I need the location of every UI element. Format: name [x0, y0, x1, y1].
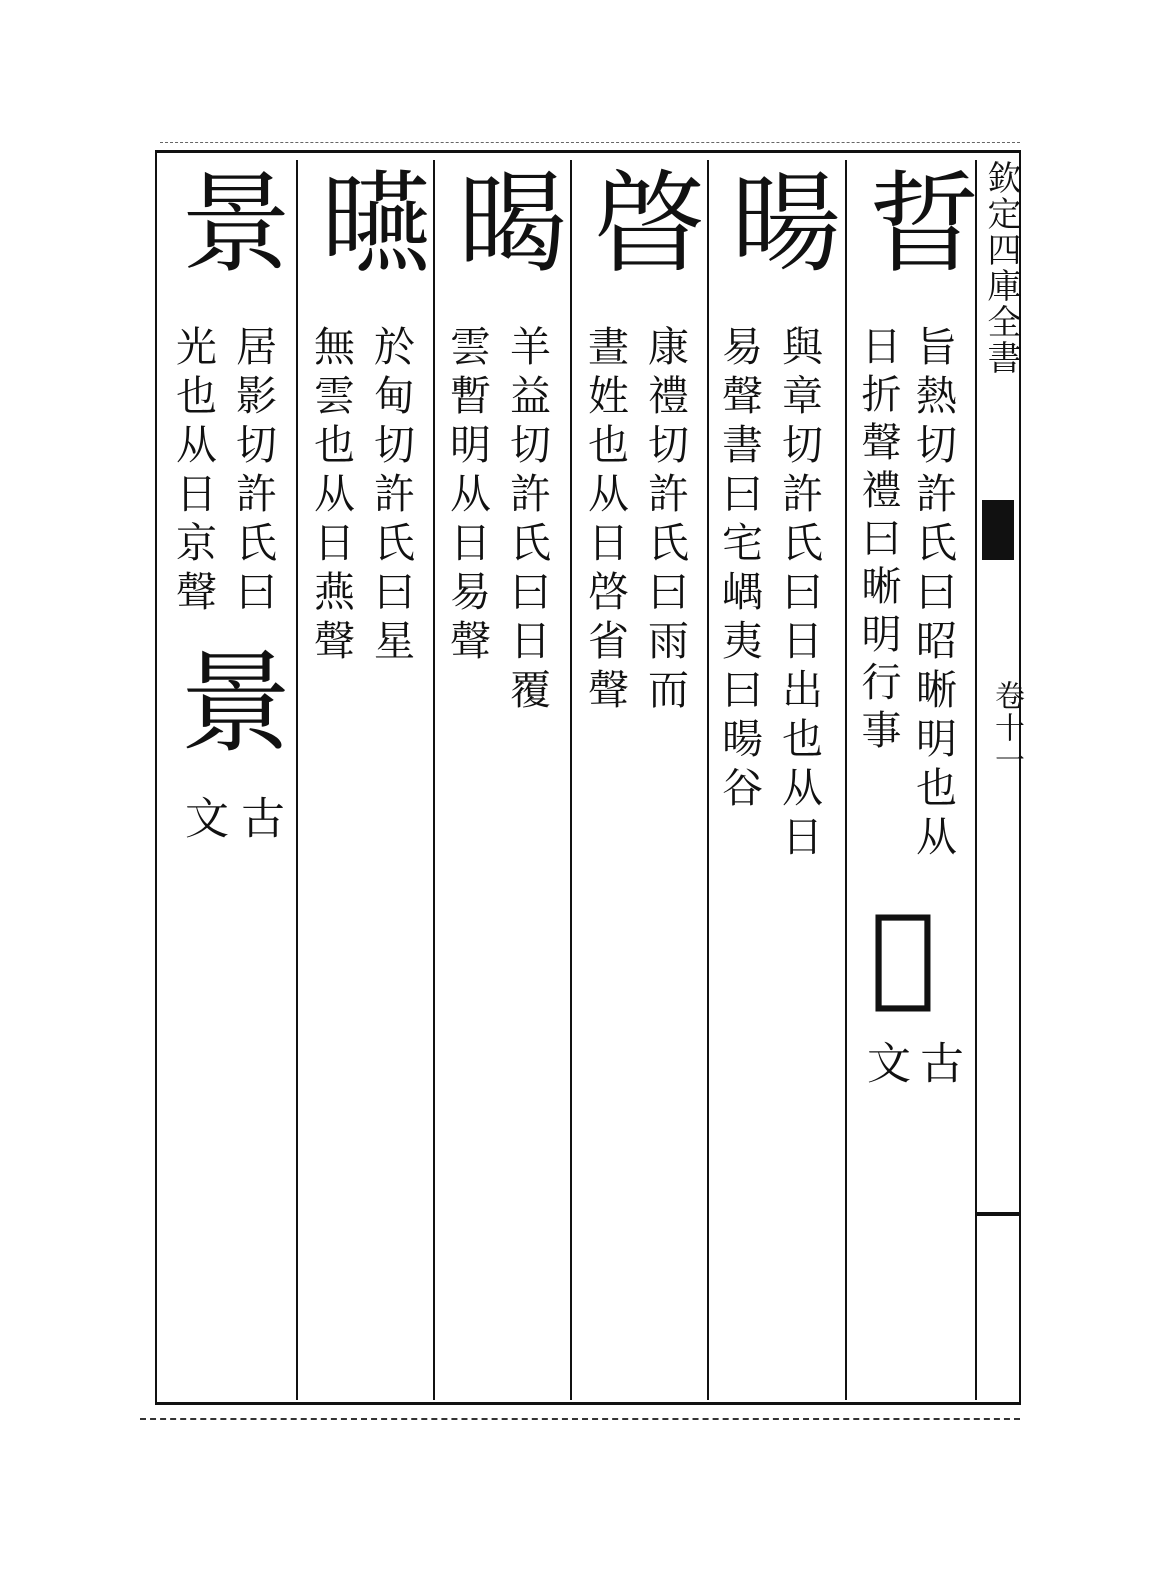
gloss-line: 晝姓也从日啓省聲	[581, 325, 629, 717]
variant-note: 古	[912, 1040, 963, 1084]
gloss-line: 與章切許氏曰日出也从日	[775, 325, 823, 864]
variant-seal-character: 㬌	[163, 645, 291, 755]
gloss-line: 於甸切許氏曰星	[367, 325, 415, 668]
gloss-line: 居影切許氏曰	[229, 325, 277, 619]
seal-character: 暍	[439, 165, 567, 275]
gloss-line: 日折聲禮曰晰明行事	[855, 325, 901, 757]
gloss-line: 雲暫明从日易聲	[443, 325, 491, 668]
column-divider	[296, 160, 298, 1400]
fishtail-mark	[982, 500, 1014, 560]
gloss-line: 易聲書曰宅嵎夷曰暘谷	[715, 325, 763, 815]
bottom-rule	[140, 1418, 1020, 1420]
gloss-line: 無雲也从日燕聲	[307, 325, 355, 668]
top-rule	[160, 142, 1020, 143]
variant-seal-character: 𣈆	[839, 890, 967, 1018]
margin-tick	[975, 1212, 1020, 1216]
variant-note: 古	[233, 795, 284, 839]
gloss-line: 羊益切許氏曰日覆	[503, 325, 551, 717]
volume-label: 卷十一	[989, 680, 1024, 776]
column-divider	[570, 160, 572, 1400]
gloss-line: 旨熱切許氏曰昭晰明也从	[909, 325, 957, 864]
gloss-line: 光也从日京聲	[169, 325, 217, 619]
variant-note: 文	[177, 795, 228, 839]
seal-character: 晢	[851, 165, 979, 275]
column-divider	[845, 160, 847, 1400]
column-divider	[433, 160, 435, 1400]
seal-character: 景	[163, 165, 291, 275]
seal-character: 曣	[303, 165, 431, 275]
gloss-line: 康禮切許氏曰雨而	[641, 325, 689, 717]
seal-character: 暘	[713, 165, 841, 275]
column-divider	[707, 160, 709, 1400]
seal-character: 晵	[576, 165, 704, 275]
variant-note: 文	[859, 1040, 910, 1084]
book-title: 欽定四庫全書	[981, 160, 1021, 376]
